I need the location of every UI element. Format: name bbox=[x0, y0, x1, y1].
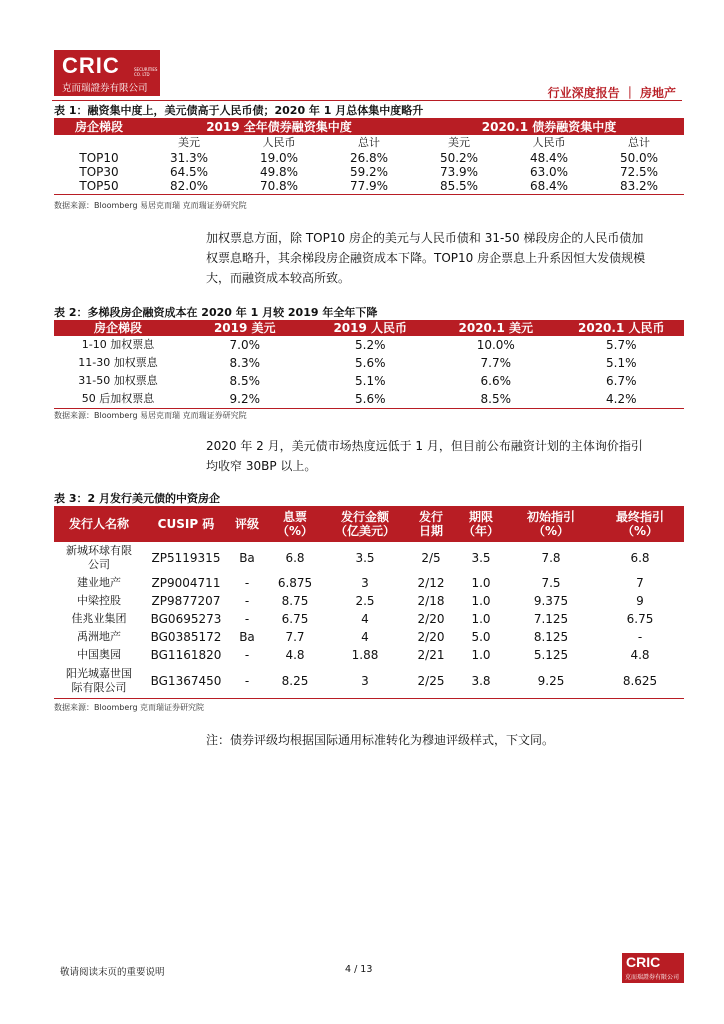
table-cell: - bbox=[637, 630, 643, 644]
table1-sub-cell: 美元 bbox=[178, 136, 200, 149]
table-cell: 8.25 bbox=[281, 674, 309, 688]
table3-head-cell: 期限 （年） bbox=[456, 506, 506, 542]
table-cell: TOP10 bbox=[79, 151, 119, 165]
table-cell: 6.6% bbox=[480, 374, 511, 388]
table-cell: BG1161820 bbox=[150, 648, 222, 662]
table-row bbox=[54, 628, 684, 646]
table3 bbox=[54, 506, 684, 698]
table-cell: BG0385172 bbox=[150, 630, 222, 644]
logo-text: CRIC bbox=[62, 53, 120, 78]
table-cell: 4.8 bbox=[630, 648, 650, 662]
table-cell: 31.3% bbox=[169, 151, 209, 165]
table-cell: 7.8 bbox=[541, 551, 561, 565]
table-cell: 3.5 bbox=[355, 551, 375, 565]
table-cell: 9.375 bbox=[533, 594, 569, 608]
table-cell: ZP9004711 bbox=[151, 576, 221, 590]
table-cell: 85.5% bbox=[439, 179, 479, 193]
table3-head-cell: 最终指引 （%） bbox=[596, 506, 684, 542]
table2-head-cell: 2019 美元 bbox=[182, 320, 308, 336]
table-cell: 70.8% bbox=[259, 179, 299, 193]
table-cell: 5.0 bbox=[471, 630, 491, 644]
company-logo bbox=[54, 50, 160, 96]
table-cell: 31-50 加权票息 bbox=[78, 374, 158, 387]
table-cell: 7.0% bbox=[229, 338, 260, 352]
table2-header bbox=[54, 320, 684, 336]
table3-head-cell: 发行人名称 bbox=[54, 506, 144, 542]
paragraph-line: 权票息略升，其余梯段房企融资成本下降。TOP10 房企票息上升系因恒大发债规模 bbox=[206, 251, 646, 265]
table1-sub-cell: 总计 bbox=[358, 136, 380, 149]
table-cell: 3.5 bbox=[471, 551, 491, 565]
table-cell: 6.75 bbox=[626, 612, 654, 626]
table-row bbox=[54, 610, 684, 628]
table-row bbox=[54, 372, 684, 390]
table-cell: 26.8% bbox=[349, 151, 389, 165]
table-cell: ZP5119315 bbox=[151, 551, 221, 565]
table3-head-cell: 发行金额 （亿美元） bbox=[324, 506, 406, 542]
table1-head-cell: 2019 全年债券融资集中度 bbox=[144, 118, 414, 135]
table-cell: 68.4% bbox=[529, 179, 569, 193]
table-cell: - bbox=[244, 594, 250, 608]
table-cell: 9.2% bbox=[229, 392, 260, 406]
table-cell: 5.125 bbox=[533, 648, 569, 662]
table-cell: 73.9% bbox=[439, 165, 479, 179]
table1-sub-cell: 美元 bbox=[448, 136, 470, 149]
issuer-name: 中梁控股 bbox=[77, 594, 121, 607]
table2-head-cell: 2019 人民币 bbox=[308, 320, 434, 336]
table1-sub-cell: 人民币 bbox=[262, 136, 296, 149]
page-number: 4 / 13 bbox=[345, 964, 373, 975]
table2-caption: 表 2：多梯段房企融资成本在 2020 年 1 月较 2019 年全年下降 bbox=[54, 306, 378, 319]
table-cell: Ba bbox=[239, 630, 255, 644]
table-row bbox=[54, 646, 684, 664]
table1 bbox=[54, 118, 684, 193]
footer-logo-cn: 克而瑞證券有限公司 bbox=[625, 974, 680, 981]
table3-source: 数据来源：Bloomberg 克而瑞证券研究院 bbox=[54, 703, 205, 712]
table-cell: 3.8 bbox=[471, 674, 491, 688]
table-cell: - bbox=[244, 576, 250, 590]
table-cell: 6.7% bbox=[606, 374, 637, 388]
table2-bottom-rule bbox=[54, 408, 684, 409]
table-cell: 49.8% bbox=[259, 165, 299, 179]
table-cell: 7.5 bbox=[541, 576, 561, 590]
table-cell: 6.8 bbox=[630, 551, 650, 565]
table-cell: 7 bbox=[636, 576, 644, 590]
table-row bbox=[54, 592, 684, 610]
table-cell: 1.0 bbox=[471, 576, 491, 590]
table2-head-cell: 房企梯段 bbox=[54, 320, 182, 336]
table-cell: 19.0% bbox=[259, 151, 299, 165]
table-cell: TOP50 bbox=[79, 179, 119, 193]
table-cell: 5.1% bbox=[355, 374, 386, 388]
table3-head-cell: 息票 （%） bbox=[266, 506, 324, 542]
table-cell: 83.2% bbox=[619, 179, 659, 193]
table1-sub-cell: 人民币 bbox=[532, 136, 566, 149]
table-cell: - bbox=[244, 612, 250, 626]
table-row bbox=[54, 664, 684, 698]
table-cell: 5.7% bbox=[606, 338, 637, 352]
table-cell: 4.8 bbox=[285, 648, 305, 662]
table-cell: 5.6% bbox=[355, 356, 386, 370]
table1-header bbox=[54, 118, 684, 135]
table-row bbox=[54, 151, 684, 165]
table-cell: 50 后加权票息 bbox=[81, 392, 155, 405]
table-cell: 2/20 bbox=[417, 612, 445, 626]
table-cell: 9 bbox=[636, 594, 644, 608]
table2-head-cell: 2020.1 美元 bbox=[433, 320, 559, 336]
table-row bbox=[54, 336, 684, 354]
table-cell: 2/18 bbox=[417, 594, 445, 608]
table-cell: 1.0 bbox=[471, 612, 491, 626]
table-cell: 2/21 bbox=[417, 648, 445, 662]
table1-bottom-rule bbox=[54, 194, 684, 195]
report-type: 行业深度报告 ｜ 房地产 bbox=[547, 86, 676, 100]
table1-head-cell: 房企梯段 bbox=[54, 118, 144, 135]
table-cell: 77.9% bbox=[349, 179, 389, 193]
table-cell: 9.25 bbox=[537, 674, 565, 688]
table3-head-cell: CUSIP 码 bbox=[144, 506, 228, 542]
table-cell: 8.625 bbox=[622, 674, 658, 688]
footer-logo-text: CRIC bbox=[626, 954, 661, 970]
table-cell: 2/20 bbox=[417, 630, 445, 644]
paragraph-1 bbox=[206, 228, 686, 288]
table3-header bbox=[54, 506, 684, 542]
table-cell: 3 bbox=[361, 576, 369, 590]
table-cell: 8.125 bbox=[533, 630, 569, 644]
table-cell: 64.5% bbox=[169, 165, 209, 179]
table-cell: 5.2% bbox=[355, 338, 386, 352]
table-cell: 3 bbox=[361, 674, 369, 688]
issuer-name: 新城环球有限 公司 bbox=[66, 544, 132, 571]
table-cell: 11-30 加权票息 bbox=[78, 356, 158, 369]
table-row bbox=[54, 574, 684, 592]
table-cell: 2/12 bbox=[417, 576, 445, 590]
table1-source: 数据来源：Bloomberg 易居克而瑞 克而瑞证券研究院 bbox=[54, 201, 247, 210]
table-cell: 63.0% bbox=[529, 165, 569, 179]
table3-caption: 表 3：2 月发行美元债的中资房企 bbox=[54, 492, 220, 505]
paragraph-line: 大，而融资成本较高所致。 bbox=[206, 271, 351, 285]
table-row bbox=[54, 165, 684, 179]
table-cell: 8.75 bbox=[281, 594, 309, 608]
table1-subheader bbox=[54, 135, 684, 151]
table-cell: 8.3% bbox=[229, 356, 260, 370]
table1-sub-cell: 总计 bbox=[628, 136, 650, 149]
paragraph-2 bbox=[206, 436, 686, 476]
paragraph-line: 加权票息方面，除 TOP10 房企的美元与人民币债和 31-50 梯段房企的人民币债加 bbox=[206, 231, 644, 245]
issuer-name: 阳光城嘉世国 际有限公司 bbox=[66, 667, 132, 694]
table2 bbox=[54, 320, 684, 408]
table3-head-cell: 初始指引 （%） bbox=[506, 506, 596, 542]
footer-logo bbox=[622, 953, 684, 983]
table-cell: 50.0% bbox=[619, 151, 659, 165]
table1-head-cell: 2020.1 债券融资集中度 bbox=[414, 118, 684, 135]
table-cell: 6.875 bbox=[277, 576, 313, 590]
table-cell: 50.2% bbox=[439, 151, 479, 165]
table-cell: 4.2% bbox=[606, 392, 637, 406]
table1-caption: 表 1：融资集中度上，美元债高于人民币债；2020 年 1 月总体集中度略升 bbox=[54, 104, 424, 117]
note-text: 注：债券评级均根据国际通用标准转化为穆迪评级样式，下文同。 bbox=[206, 733, 555, 747]
table-cell: - bbox=[244, 648, 250, 662]
table-cell: 2.5 bbox=[355, 594, 375, 608]
header-divider bbox=[52, 100, 682, 101]
table-cell: 1.0 bbox=[471, 594, 491, 608]
table-cell: 1-10 加权票息 bbox=[81, 338, 155, 351]
table-cell: 2/5 bbox=[421, 551, 441, 565]
table-cell: 7.7% bbox=[480, 356, 511, 370]
table-cell: 6.8 bbox=[285, 551, 305, 565]
table-row bbox=[54, 179, 684, 193]
logo-cn: 克而瑞證券有限公司 bbox=[62, 83, 148, 94]
table-cell: 82.0% bbox=[169, 179, 209, 193]
paragraph-line: 2020 年 2 月，美元债市场热度远低于 1 月，但目前公布融资计划的主体询价指引 bbox=[206, 439, 643, 453]
table-cell: 4 bbox=[361, 612, 369, 626]
table-cell: 5.6% bbox=[355, 392, 386, 406]
table-cell: 48.4% bbox=[529, 151, 569, 165]
issuer-name: 建业地产 bbox=[77, 576, 121, 589]
table-cell: 4 bbox=[361, 630, 369, 644]
table-cell: 1.0 bbox=[471, 648, 491, 662]
table-cell: 2/25 bbox=[417, 674, 445, 688]
table-cell: - bbox=[244, 674, 250, 688]
table-row bbox=[54, 390, 684, 408]
table-row bbox=[54, 542, 684, 574]
table2-source: 数据来源：Bloomberg 易居克而瑞 克而瑞证券研究院 bbox=[54, 411, 247, 420]
table-cell: 7.7 bbox=[285, 630, 305, 644]
table-cell: ZP9877207 bbox=[151, 594, 221, 608]
table-cell: 6.75 bbox=[281, 612, 309, 626]
table-cell: 7.125 bbox=[533, 612, 569, 626]
table-cell: 59.2% bbox=[349, 165, 389, 179]
issuer-name: 佳兆业集团 bbox=[71, 612, 127, 625]
issuer-name: 中国奥园 bbox=[77, 648, 121, 661]
table3-head-cell: 发行 日期 bbox=[406, 506, 456, 542]
table2-head-cell: 2020.1 人民币 bbox=[559, 320, 685, 336]
table-cell: TOP30 bbox=[79, 165, 119, 179]
table-cell: BG1367450 bbox=[150, 674, 222, 688]
table-cell: 8.5% bbox=[229, 374, 260, 388]
table-cell: 5.1% bbox=[606, 356, 637, 370]
table-cell: Ba bbox=[239, 551, 255, 565]
table-cell: 72.5% bbox=[619, 165, 659, 179]
table3-head-cell: 评级 bbox=[228, 506, 266, 542]
footer-disclaimer: 敬请阅读末页的重要说明 bbox=[60, 967, 165, 978]
table-cell: BG0695273 bbox=[150, 612, 222, 626]
table-cell: 10.0% bbox=[476, 338, 515, 352]
paragraph-line: 均收窄 30BP 以上。 bbox=[206, 459, 317, 473]
logo-tiny: SECURITIES CO. LTD bbox=[134, 67, 158, 77]
table-cell: 1.88 bbox=[351, 648, 379, 662]
issuer-name: 禹洲地产 bbox=[77, 630, 121, 643]
table-cell: 8.5% bbox=[480, 392, 511, 406]
table3-bottom-rule bbox=[54, 698, 684, 699]
table-row bbox=[54, 354, 684, 372]
